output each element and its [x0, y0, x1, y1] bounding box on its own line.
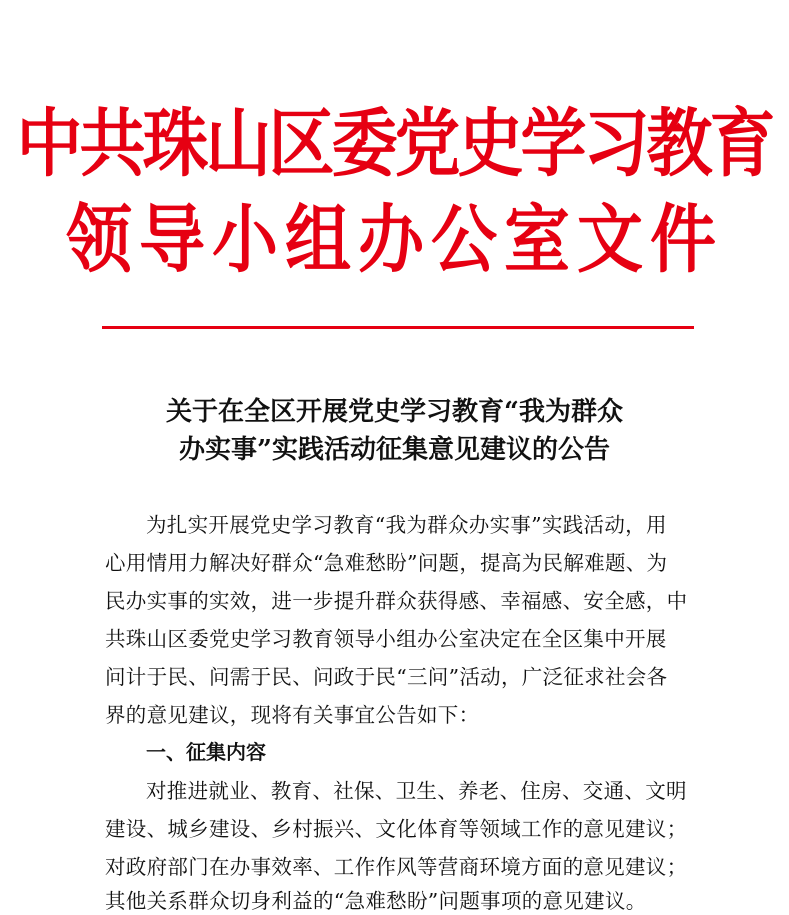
- intro-line-2: 心用情用力解决好群众“急难愁盼”问题，提高为民解难题、为: [105, 551, 668, 575]
- section-heading-1: 一、征集内容: [146, 740, 266, 764]
- section1-line-4: 其他关系群众切身利益的“急难愁盼”问题事项的意见建议。: [105, 889, 647, 913]
- intro-line-6: 界的意见建议，现将有关事宜公告如下：: [105, 703, 480, 727]
- section1-line-2: 建设、城乡建设、乡村振兴、文化体育等领域工作的意见建议；: [105, 817, 688, 841]
- red-divider-rule: [102, 326, 694, 329]
- document-title-line-2: 办实事”实践活动征集意见建议的公告: [179, 435, 610, 465]
- red-header-line-1: 中共珠山区委党史学习教育: [16, 100, 773, 188]
- section1-line-1: 对推进就业、教育、社保、卫生、养老、住房、交通、文明: [146, 779, 687, 803]
- intro-line-5: 问计于民、问需于民、问政于民“三问”活动，广泛征求社会各: [105, 665, 668, 689]
- intro-line-3: 民办实事的实效，进一步提升群众获得感、幸福感、安全感，中: [105, 589, 688, 613]
- intro-line-4: 共珠山区委党史学习教育领导小组办公室决定在全区集中开展: [105, 627, 667, 651]
- section1-line-3: 对政府部门在办事效率、工作作风等营商环境方面的意见建议；: [105, 855, 688, 879]
- document-title-line-1: 关于在全区开展党史学习教育“我为群众: [166, 397, 623, 427]
- intro-line-1: 为扎实开展党史学习教育“我为群众办实事”实践活动，用: [146, 513, 667, 537]
- red-header-line-2: 领导小组办公室文件: [66, 196, 723, 284]
